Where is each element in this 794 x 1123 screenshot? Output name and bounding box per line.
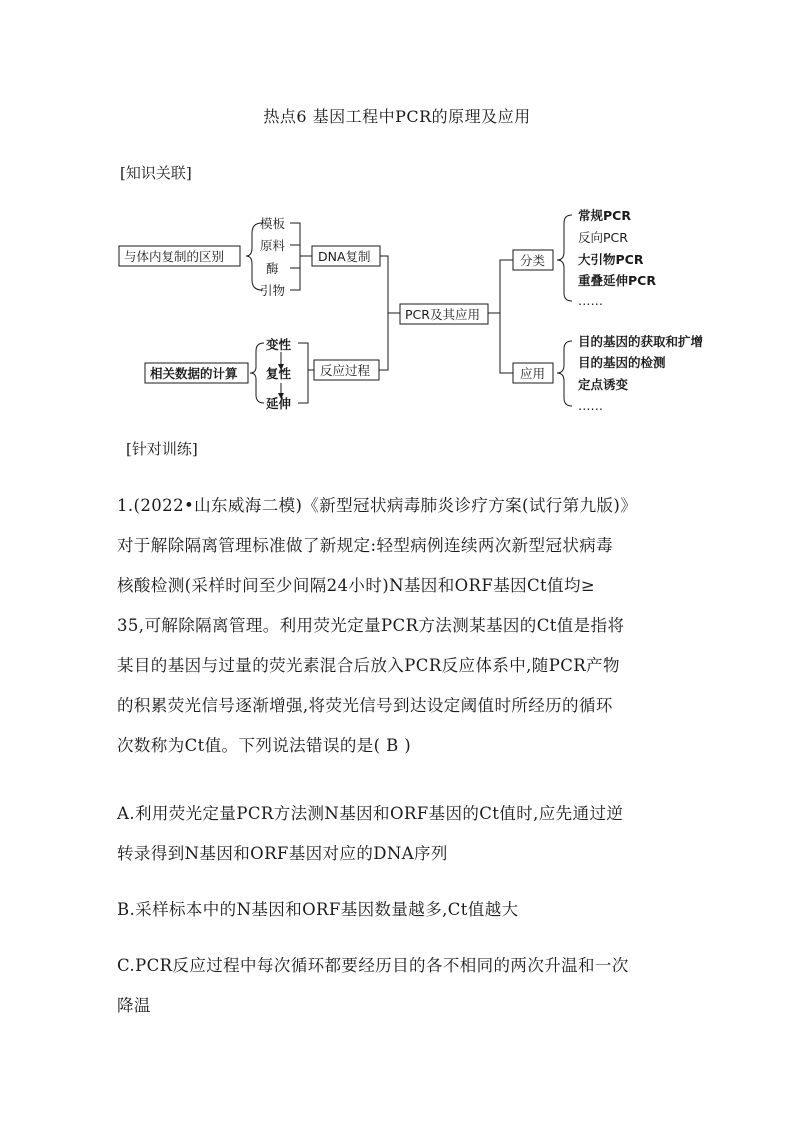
option-c-cont: 降温	[117, 996, 151, 1015]
concept-map	[0, 200, 794, 420]
app-item-3: 定点诱变	[578, 377, 629, 392]
box-center-label: PCR及其应用	[405, 307, 480, 322]
page-title: 热点6 基因工程中PCR的原理及应用	[263, 107, 531, 126]
section-heading-training: [针对训练]	[126, 440, 198, 458]
connector-left	[379, 256, 400, 370]
question-line: 1.(2022•山东威海二模)《新型冠状病毒肺炎诊疗方案(试行第九版)》	[117, 496, 638, 515]
question-line: 核酸检测(采样时间至少间隔24小时)N基因和ORF基因Ct值均≥	[117, 576, 596, 595]
brace-left-bottom	[250, 343, 264, 403]
option-b: B.采样标本中的N基因和ORF基因数量越多,Ct值越大	[117, 900, 519, 919]
item-template: 模板	[260, 216, 286, 231]
option-a: A.利用荧光定量PCR方法测N基因和ORF基因的Ct值时,应先通过逆	[117, 804, 624, 823]
class-item-5: ……	[578, 293, 603, 308]
item-primer: 引物	[260, 283, 286, 298]
class-item-3: 大引物PCR	[578, 252, 644, 267]
item-enzyme: 酶	[266, 261, 279, 276]
app-item-4: ……	[578, 398, 603, 413]
brace-left-top	[246, 223, 262, 290]
app-item-1: 目的基因的获取和扩增	[578, 334, 704, 349]
question-line: 35,可解除隔离管理。利用荧光定量PCR方法测某基因的Ct值是指将	[117, 616, 625, 635]
item-extend: 延伸	[266, 396, 292, 411]
app-item-2: 目的基因的检测	[578, 355, 666, 370]
section-heading-knowledge: [知识关联]	[120, 164, 192, 182]
option-a-cont: 转录得到N基因和ORF基因对应的DNA序列	[117, 844, 448, 863]
class-item-1: 常规PCR	[578, 208, 631, 223]
box-dna-label: DNA复制	[318, 249, 371, 264]
box-reaction-label: 反应过程	[320, 363, 371, 378]
class-item-2: 反向PCR	[578, 230, 628, 245]
item-material: 原料	[260, 238, 286, 253]
question-line: 次数称为Ct值。下列说法错误的是( B )	[117, 736, 412, 755]
item-denature: 变性	[266, 337, 292, 352]
question-line: 某目的基因与过量的荧光素混合后放入PCR反应体系中,随PCR产物	[117, 656, 620, 675]
brace-app	[557, 341, 572, 406]
question-line: 对于解除隔离管理标准做了新规定:轻型病例连续两次新型冠状病毒	[117, 536, 614, 555]
box-calc-label: 相关数据的计算	[150, 366, 238, 381]
box-app-label: 应用	[520, 366, 546, 381]
item-anneal: 复性	[266, 366, 292, 381]
question-line: 的积累荧光信号逐渐增强,将荧光信号到达设定阈值时所经历的循环	[117, 696, 613, 715]
box-difference-label: 与体内复制的区别	[124, 249, 225, 264]
brace-right-top	[290, 223, 312, 290]
option-c: C.PCR反应过程中每次循环都要经历目的各不相同的两次升温和一次	[117, 956, 629, 975]
connector-right	[488, 260, 513, 373]
box-class-label: 分类	[520, 253, 546, 268]
brace-right-bottom	[298, 343, 314, 403]
class-item-4: 重叠延伸PCR	[578, 273, 656, 288]
brace-class	[557, 215, 572, 301]
